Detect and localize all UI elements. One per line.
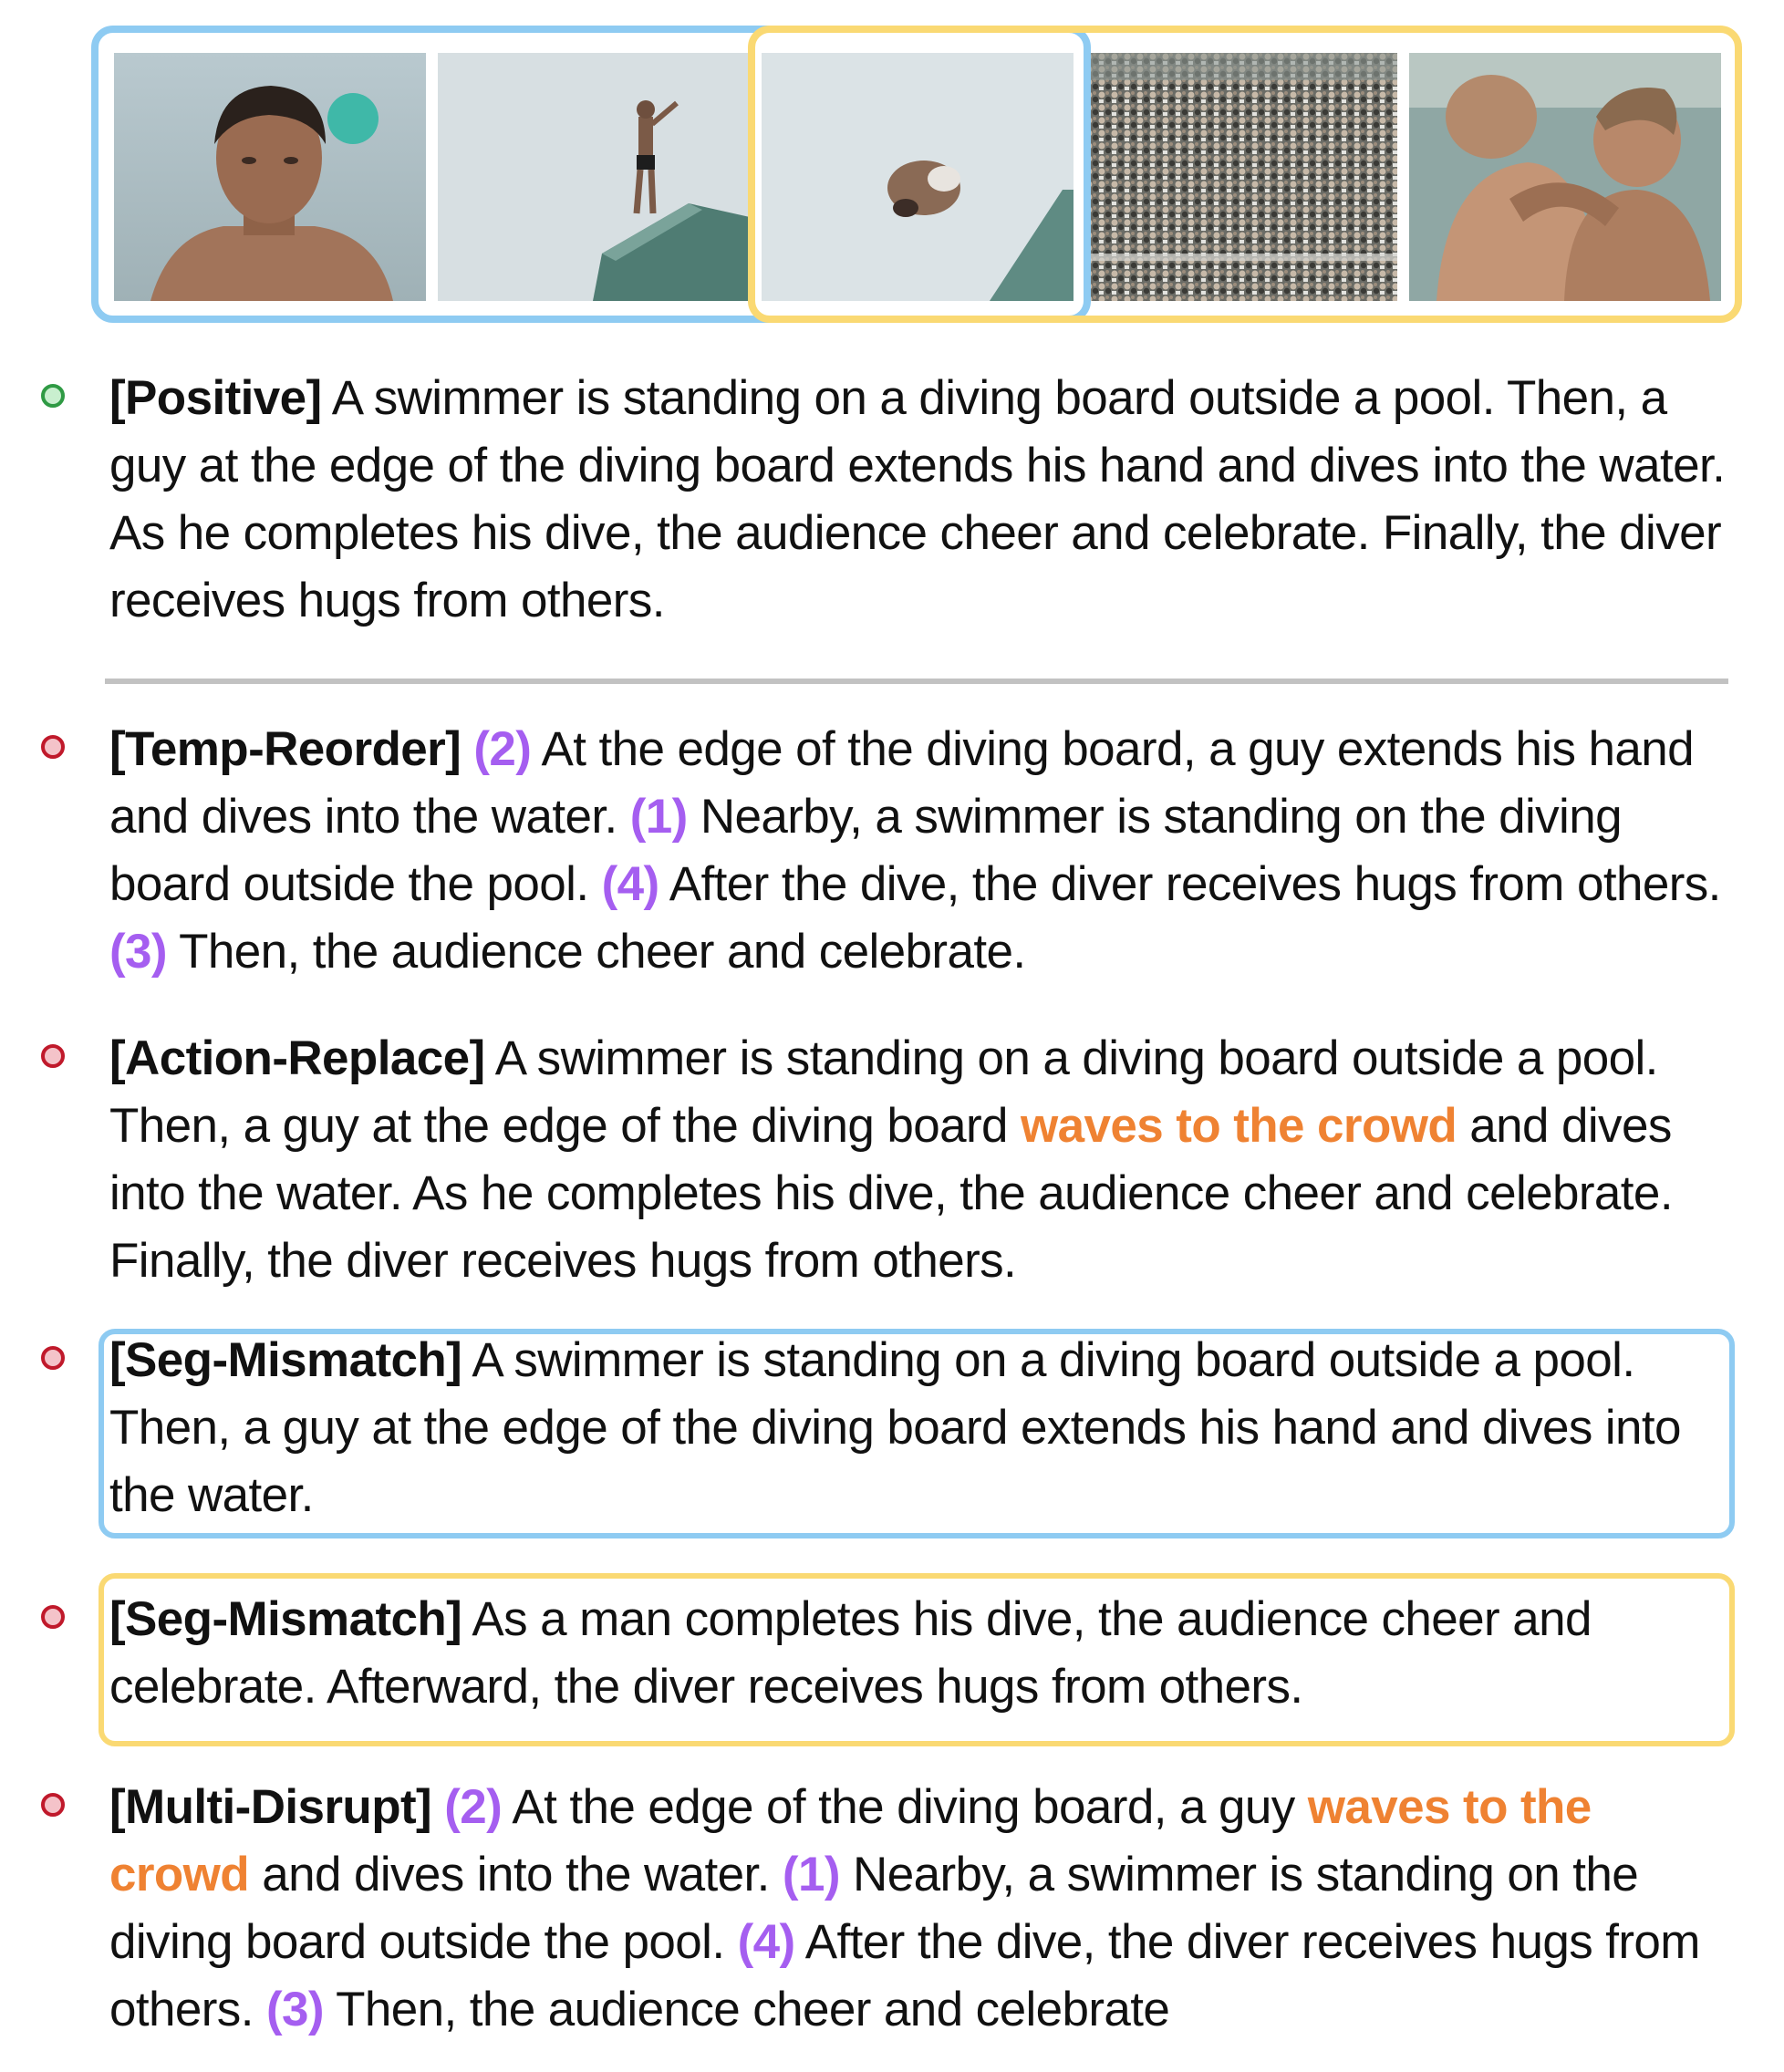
- multi-disrupt-marker-icon: [41, 1793, 65, 1817]
- caption-fragment: After the dive, the diver receives hugs from others.: [109, 1915, 1700, 2036]
- caption-fragment: Then, the audience cheer and celebrate: [323, 1983, 1170, 2036]
- caption-fragment: After the dive, the diver receives hugs from others.: [659, 857, 1721, 911]
- frame-4-cheering-crowd: [1085, 53, 1397, 301]
- caption-fragment: and dives into the water.: [249, 1848, 783, 1901]
- caption-fragment: A swimmer is standing on a diving board outside a pool. Then, a guy at the edge of the diving board: [109, 1031, 1658, 1153]
- seg-mismatch-2-caption: [109, 1586, 1733, 1721]
- seg-mismatch-2-marker-icon: [41, 1605, 65, 1629]
- multi-disrupt-caption: [109, 1774, 1733, 2044]
- frame-5-hugging: [1409, 53, 1721, 301]
- seg-mismatch-1-tag: [Seg-Mismatch]: [109, 1333, 462, 1387]
- seg-mismatch-2-tag: [Seg-Mismatch]: [109, 1592, 462, 1646]
- caption-fragment: Nearby, a swimmer is standing on the diving board outside the pool.: [109, 1848, 1639, 1969]
- positive-tag: [Positive]: [109, 371, 322, 425]
- caption-fragment: As a man completes his dive, the audience cheer and celebrate. Afterward, the diver receives hugs from others.: [109, 1592, 1592, 1714]
- caption-fragment: At the edge of the diving board, a guy extends his hand and dives into the water.: [109, 722, 1695, 844]
- section-divider: [105, 679, 1728, 684]
- temp-reorder-tag: [Temp-Reorder]: [109, 722, 462, 776]
- caption-fragment: Nearby, a swimmer is standing on the diving board outside the pool.: [109, 790, 1622, 911]
- frame-3-diver-mid-air: [762, 53, 1074, 301]
- step-number: (2): [444, 1780, 503, 1834]
- step-number: (4): [601, 857, 659, 911]
- positive-marker-icon: [41, 384, 65, 408]
- temp-reorder-marker-icon: [41, 735, 65, 759]
- frame-2-diver-on-board: [438, 53, 750, 301]
- action-replace-caption: [109, 1025, 1733, 1295]
- video-frame-strip: [91, 26, 1742, 326]
- step-number: (1): [629, 790, 688, 844]
- frame-1-diver-portrait: [114, 53, 426, 301]
- seg-mismatch-1-marker-icon: [41, 1346, 65, 1370]
- positive-caption: [109, 365, 1733, 635]
- action-replace-marker-icon: [41, 1044, 65, 1068]
- caption-fragment: A swimmer is standing on a diving board outside a pool. Then, a guy at the edge of the diving board extends his hand and dives into the water.: [109, 1333, 1681, 1522]
- action-replace-tag: [Action-Replace]: [109, 1031, 485, 1085]
- temp-reorder-caption: [109, 716, 1733, 986]
- step-number: (2): [473, 722, 532, 776]
- step-number: (4): [737, 1915, 795, 1969]
- step-number: (1): [782, 1848, 840, 1901]
- caption-fragment: At the edge of the diving board, a guy: [502, 1780, 1308, 1834]
- multi-disrupt-tag: [Multi-Disrupt]: [109, 1780, 432, 1834]
- positive-text: A swimmer is standing on a diving board outside a pool. Then, a guy at the edge of the diving board extends his hand and dives into the water. As he completes his dive, the audience cheer and celebrate. Finally, the diver receives hugs from others.: [109, 371, 1726, 627]
- replaced-action: waves to the crowd: [109, 1780, 1592, 1901]
- step-number: (3): [109, 925, 167, 979]
- seg-mismatch-1-caption: [109, 1327, 1733, 1529]
- replaced-action: waves to the crowd: [1021, 1099, 1457, 1153]
- caption-fragment: Then, the audience cheer and celebrate.: [166, 925, 1026, 979]
- caption-fragment: and dives into the water. As he completes his dive, the audience cheer and celebrate. Finally, the diver receives hugs from others.: [109, 1099, 1673, 1288]
- step-number: (3): [265, 1983, 324, 2036]
